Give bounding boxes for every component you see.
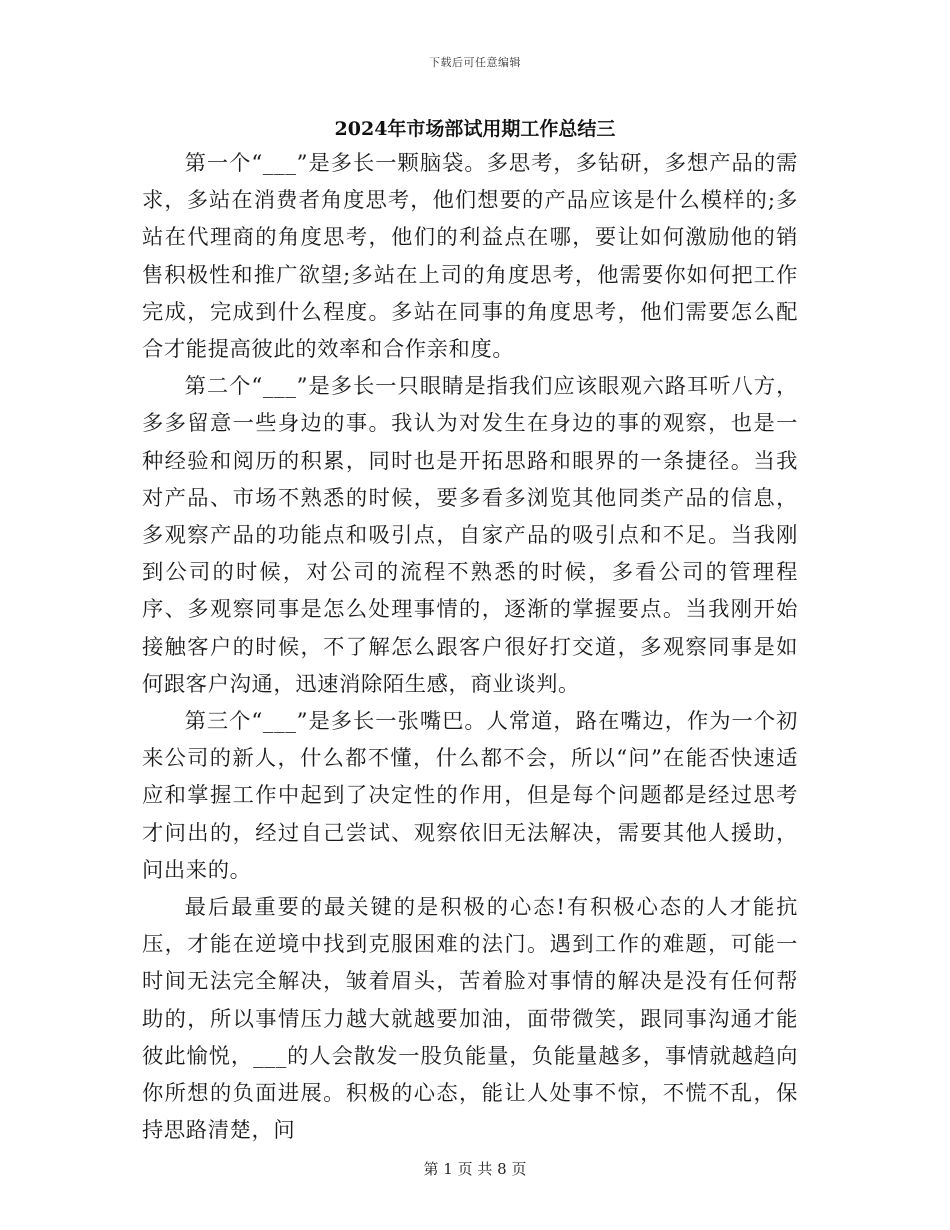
document-body	[142, 145, 798, 1149]
paragraph-mouth: 第三个“___”是多长一张嘴巴。人常道，路在嘴边，作为一个初来公司的新人，什么都不懂，什么都不会，所以“问”在能否快速适应和掌握工作中起到了决定性的作用，但是每个问题都是经过思考才问出的，经过自己尝试、观察依旧无法解决，需要其他人援助，问出来的。	[142, 709, 798, 883]
paragraph-eyes: 第二个“___”是多长一只眼睛是指我们应该眼观六路耳听八方，多多留意一些身边的事。我认为对发生在身边的事的观察，也是一种经验和阅历的积累，同时也是开拓思路和眼界的一条捷径。当我对产品、市场不熟悉的时候，要多看多浏览其他同类产品的信息，多观察产品的功能点和吸引点，自家产品的吸引点和不足。当我刚到公司的时候，对公司的流程不熟悉的时候，多看公司的管理程序、多观察同事是怎么处理事情的，逐渐的掌握要点。当我刚开始接触客户的时候，不了解怎么跟客户很好打交道，多观察同事是如何跟客户沟通，迅速消除陌生感，商业谈判。	[142, 374, 798, 697]
page-number: 第 1 页 共 8 页	[423, 1160, 527, 1178]
document-title: 2024年市场部试用期工作总结三	[334, 118, 616, 140]
paragraph-head: 第一个“___”是多长一颗脑袋。多思考，多钻研，多想产品的需求，多站在消费者角度思考，他们想要的产品应该是什么模样的;多站在代理商的角度思考，他们的利益点在哪，要让如何激励他的销售积极性和推广欲望;多站在上司的角度思考，他需要你如何把工作完成，完成到什么程度。多站在同事的角度思考，他们需要怎么配合才能提高彼此的效率和合作亲和度。	[142, 151, 798, 363]
download-edit-note: 下载后可任意编辑	[429, 56, 521, 69]
paragraph-attitude: 最后最重要的最关键的是积极的心态!有积极心态的人才能抗压，才能在逆境中找到克服困难的法门。遇到工作的难题，可能一时间无法完全解决，皱着眉头，苦着脸对事情的解决是没有任何帮助的，所以事情压力越大就越要加油，面带微笑，跟同事沟通才能彼此愉悦，___的人会散发一股负能量，负能量越多，事情就越趋向你所想的负面进展。积极的心态，能让人处事不惊，不慌不乱，保持思路清楚，问	[142, 895, 798, 1144]
